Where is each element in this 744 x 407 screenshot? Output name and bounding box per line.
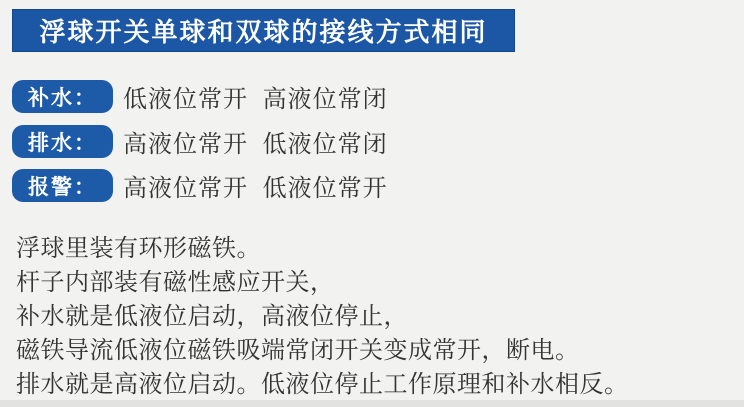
paragraph-line-5: 排水就是高液位启动。低液位停止工作原理和补水相反。: [16, 370, 629, 398]
spec-text-alarm: 高液位常开 低液位常开: [123, 174, 388, 202]
spec-text-replenish: 低液位常开 高液位常闭: [123, 85, 388, 113]
paragraph-line-3: 补水就是低液位启动，高液位停止，: [16, 302, 408, 330]
description-paragraph: [16, 231, 736, 401]
paragraph-line-1: 浮球里装有环形磁铁。: [16, 234, 261, 262]
spec-text-drain: 高液位常开 低液位常闭: [123, 130, 388, 158]
badge-alarm: 报警：: [12, 169, 113, 202]
badge-replenish: 补水：: [12, 80, 113, 113]
page-title: 浮球开关单球和双球的接线方式相同: [39, 18, 488, 48]
paragraph-line-2: 杆子内部装有磁性感应开关，: [16, 268, 335, 296]
spec-row-replenish: [12, 80, 388, 113]
spec-row-drain: [12, 125, 388, 158]
spec-row-alarm: [12, 169, 388, 202]
badge-drain: 排水：: [12, 125, 113, 158]
bottom-edge-shadow: [0, 400, 744, 407]
paragraph-line-4: 磁铁导流低液位磁铁吸端常闭开关变成常开，断电。: [16, 336, 580, 364]
header-banner: [12, 9, 515, 52]
